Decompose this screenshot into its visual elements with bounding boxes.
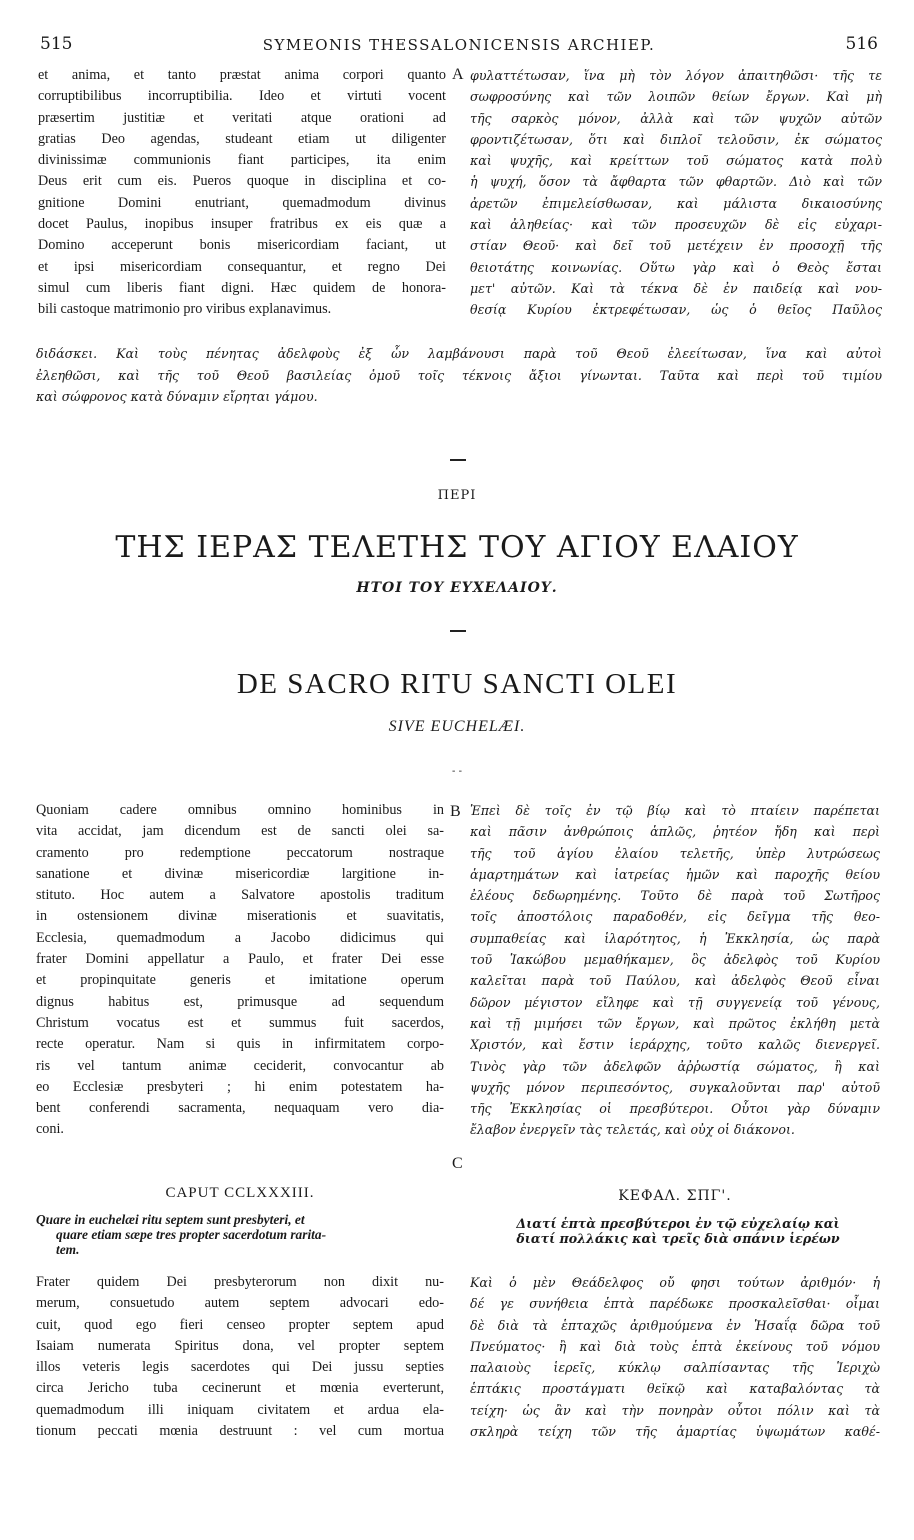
text-line: δέ γε συνήθεια ἑπτὰ παρέδωκε προσκαλεῖσθαι· οἶμαι [470, 1296, 880, 1312]
text-line: φυλαττέτωσαν, ἵνα μὴ τὸν λόγον ἀπαιτηθῶσι· τῆς τε [470, 68, 882, 83]
page-number-right: 516 [845, 34, 878, 54]
greek-title: ΤΗΣ ΙΕΡΑΣ ΤΕΛΕΤΗΣ ΤΟΥ ΑΓΙΟΥ ΕΛΑΙΟΥ [115, 530, 799, 565]
text-line: σκληρὰ τείχη τῶν τῆς ἁμαρτίας ὑψωμάτων καθέ- [470, 1424, 880, 1440]
text-line: ἡ ψυχή, ὅσον τὰ ἄφθαρτα τῶν φθαρτῶν. Διὸ καὶ τῶν [470, 174, 882, 190]
text-line: τείχη· ὡς ἂν καὶ τὴν πονηρὰν οὗτοι πόλιν καὶ τὰ [470, 1402, 880, 1418]
text-line: ψυχῆς μόνον περιπεσόντος, συγκαλοῦνται παρ' αὐτοῦ [470, 1079, 880, 1095]
text-line: Ecclesia, quemadmodum a Jacobo didicimus qui [36, 929, 444, 946]
text-line: τῆς σαρκὸς μόνον, ἀλλὰ καὶ τῶν ψυχῶν αὐτῶν [470, 110, 882, 126]
divider-dash [450, 630, 466, 632]
text-line: ἑπτάκις προστάγματι θεϊκῷ καὶ καταβαλόντας τὰ [470, 1381, 880, 1397]
running-header [40, 34, 878, 58]
title-peri: ΠΕΡΙ [437, 488, 477, 503]
text-line: Frater quidem Dei presbyterorum non dixit nu- [36, 1274, 444, 1290]
top-latin-column [38, 65, 446, 321]
latin-subtitle: SIVE EUCHELÆI. [388, 718, 526, 735]
text-line: Καὶ ὁ μὲν Θεάδελφος οὔ φησι τούτων ἀριθμόν· ἡ [470, 1275, 880, 1290]
latin-chapter-heading: CAPUT CCLXXXIII. [165, 1185, 315, 1201]
text-line: Isaiam numerata Spiritus dona, vel propter septem [36, 1337, 444, 1354]
text-line: sanatione et divinæ misericordiæ largitione in- [36, 865, 444, 882]
greek-subtitle: ΗΤΟΙ ΤΟΥ ΕΥΧΕΛΑΙΟΥ. [356, 580, 558, 596]
text-line: καὶ τῇ μιμήσει τῶν ἔργων, καὶ πρῶτος ἐκλήθη μετὰ [470, 1015, 880, 1031]
text-line: θειοτάτης κοινωνίας. Οὕτω γὰρ καὶ ὁ Θεὸς ἔσται [470, 259, 882, 275]
text-line: recte operatur. Nam si quis in infirmitatem corpo- [36, 1036, 444, 1053]
text-line: καὶ σώφρονος κατὰ δύναμιν εἴρηται γάμου. [36, 389, 318, 404]
text-line: διδάσκει. Καὶ τοὺς πένητας ἀδελφοὺς ἐξ ὧν λαμβάνουσι παρὰ τοῦ Θεοῦ ἐλεείτωσαν, ἵνα καὶ αὐτοὶ [36, 346, 882, 361]
text-line: φροντιζέτωσαν, ὅτι καὶ διπλοῖ τελοῦσιν, ἐκ σώματος [470, 131, 882, 147]
text-line: simul cum liberis fiant digni. Hæc quidem de honora- [38, 279, 446, 296]
text-line: Τινὸς γὰρ τῶν ἀδελφῶν ἀῤῥωστίᾳ σώματος, ἢ καὶ [470, 1058, 880, 1074]
text-line: τοῖς ἀποστόλοις παραδοθέν, εἰς δεῖγμα τῆς θεο- [470, 909, 880, 925]
text-line: præsertim justitiæ et veritati atque orationi ad [38, 109, 446, 126]
text-line: ἐλεηθῶσι, καὶ τῆς τοῦ Θεοῦ βασιλείας ὁμοῦ τοῖς τέκνοις ἄξιοι γίνωνται. Ταῦτα καὶ περὶ τοῦ τιμίου [36, 367, 882, 383]
text-line: et ipsi misericordiam consequantur, et regno Dei [38, 258, 446, 275]
margin-marker-c: C [452, 1155, 463, 1172]
bottom-greek-column-2 [470, 1272, 880, 1442]
chapter-summary-line: tem. [56, 1242, 80, 1257]
text-line: eo Ecclesiæ presbyteri ; hi enim potestatem ha- [36, 1078, 444, 1095]
text-line: δὲ διὰ τὰ ἑπταχῶς ἀριθμούμενα ἐν Ἡσαΐᾳ δῶρα τοῦ [470, 1317, 880, 1333]
text-line: μετ' αὐτῶν. Καὶ τὰ τέκνα δὲ ἐν παιδείᾳ καὶ νου- [470, 280, 882, 296]
text-line: ris vel tantum animæ ceciderit, convocantur ab [36, 1057, 444, 1074]
text-line: Quoniam cadere omnibus omnino hominibus in [36, 802, 444, 818]
text-line: ἀρετῶν ἐπιμελείσθωσαν, καὶ μάλιστα δικαιοσύνης [470, 195, 882, 211]
text-line: dignus habitus est, primusque ad sequendum [36, 993, 444, 1010]
text-line: καὶ ψυχῆς, καὶ κρείττων τοῦ σώματος κατὰ πολὺ [470, 153, 882, 169]
text-line: bili castoque matrimonio pro viribus explanavimus. [38, 301, 332, 318]
text-line: cramento pro redemptione peccatorum nostraque [36, 844, 444, 861]
text-line: δῶρον μέγιστον εἴληφε καὶ τῇ συγγενείᾳ τοῦ γένους, [470, 994, 880, 1010]
text-line: quemadmodum illi iniquam civitatem et ardua ela- [36, 1401, 444, 1418]
text-line: τοῦ Ἰακώβου μεμαθήκαμεν, ὃς ἀδελφὸς τοῦ Κυρίου [470, 952, 880, 968]
text-line: ἔλαβον ἐνεργεῖν τὰς τελετάς, καὶ οὐχ οἱ διάκονοι. [470, 1122, 795, 1138]
text-line: Πνεύματος· ἢ καὶ διὰ τοὺς ἑπτὰ ἐκείνους τοῦ νόμου [470, 1338, 880, 1354]
running-title: SYMEONIS THESSALONICENSIS ARCHIEP. [262, 36, 656, 54]
text-line: gratias Deo agendas, studeant etiam ut diligenter [38, 130, 446, 147]
text-line: tionum peccati mœnia destruunt : vel cum mortua [36, 1423, 444, 1440]
bottom-latin-column [36, 800, 444, 1141]
text-line: ἐλέους δεδωρημένης. Τοῦτο δὲ παρὰ τοῦ Σωτῆρος [470, 888, 880, 904]
chapter-summary-line: quare etiam sæpe tres propter sacerdotum rarita- [56, 1227, 327, 1242]
text-line: docet Paulus, inopibus insuper fratribus ex eis quæ a [38, 216, 446, 233]
text-line: ἁμαρτημάτων καὶ ἰατρείας ἡμῶν καὶ παροχῆς θείου [470, 866, 880, 882]
top-greek-column [470, 65, 882, 321]
text-line: corruptibilibus incorruptibilia. Ideo et virtuti vocent [38, 88, 446, 105]
greek-chapter-heading: ΚΕΦΑΛ. ΣΠΓ'. [618, 1188, 732, 1204]
text-line: Χριστόν, καὶ ἔστιν ἱεράρχης, τοῦτο καλῶς διενεργεῖ. [470, 1037, 880, 1053]
ornament: - - [452, 766, 462, 777]
text-line: καὶ πᾶσιν ἀνθρώποις ἁπλῶς, ῥητέον ἤδη καὶ περὶ [470, 824, 880, 840]
text-line: frater Domini appellatur a Paulo, et frater Dei esse [36, 951, 444, 968]
text-line: στίαν Θεοῦ· καὶ δεῖ τοῦ μετέχειν ἐν προσοχῇ τῆς [470, 238, 882, 254]
text-line: Ἐπεὶ δὲ τοῖς ἐν τῷ βίῳ καὶ τὸ πταίειν παρέπεται [470, 803, 880, 818]
text-line: cuit, quod ego fieri censeo propter septem apud [36, 1316, 444, 1333]
bottom-latin-column-2 [36, 1272, 444, 1442]
text-line: illos veteris legis sacerdotes qui Dei jussu septies [36, 1359, 444, 1376]
text-line: bent conferendi sacramenta, nequaquam vero dia- [36, 1100, 444, 1117]
text-line: in ostensionem divinæ miserationis et suavitatis, [36, 908, 444, 925]
text-line: καλεῖται παρὰ τοῦ Παύλου, καὶ ἀδελφὸς Θεοῦ εἶναι [470, 973, 880, 989]
greek-chapter-summary [476, 1216, 880, 1246]
divider-dash [450, 459, 466, 461]
text-line: et propinquitate generis et imitatione operum [36, 972, 444, 989]
text-line: τῆς τοῦ ἁγίου ἐλαίου τελετῆς, ὑπὲρ λυτρώσεως [470, 845, 880, 861]
chapter-summary-line: διατί πολλάκις καὶ τρεῖς διὰ σπάνιν ἱερέων [516, 1231, 840, 1246]
text-line: Christum vocatus est et summus fuit sacerdos, [36, 1014, 444, 1031]
text-line: καὶ ἀληθείας· καὶ τῶν προσευχῶν δὲ εἰς εὐχαρι- [470, 217, 882, 233]
text-line: θεσίᾳ Κυρίου ἐκτρεφέτωσαν, ὡς ὁ θεῖος Παῦλος [470, 302, 882, 318]
text-line: σωφροσύνης καὶ τῶν λοιπῶν θείων ἔργων. Καὶ μὴ [470, 89, 882, 105]
text-line: gnitione Domini enutriant, quemadmodum divinus [38, 194, 446, 211]
page-number-left: 515 [40, 34, 73, 54]
text-line: Domino acceperunt bonis misericordiam faciant, ut [38, 237, 446, 254]
latin-chapter-summary [36, 1212, 444, 1257]
margin-marker-b: B [450, 803, 461, 820]
text-line: παλαιοὺς ἱερεῖς, κύκλῳ σαλπίσαντας τῆς Ἱεριχὼ [470, 1360, 880, 1376]
latin-title: DE SACRO RITU SANCTI OLEI [236, 668, 678, 700]
chapter-summary-line: Διατί ἑπτὰ πρεσβύτεροι ἐν τῷ εὐχελαίῳ καὶ [516, 1216, 840, 1231]
text-line: συμπαθείας καὶ ἱλαρότητος, ἡ Ἐκκλησία, ὡς παρὰ [470, 930, 880, 946]
chapter-summary-line: Quare in euchelæi ritu septem sunt presbyteri, et [36, 1212, 305, 1227]
top-greek-fullwidth [36, 343, 882, 408]
text-line: et anima, et tanto præstat anima corpori quanto [38, 67, 446, 83]
text-line: merum, consuetudo autem septem advocari edo- [36, 1295, 444, 1312]
text-line: τῆς Ἐκκλησίας οἱ πρεσβύτεροι. Οὗτοι γὰρ δύναμιν [470, 1101, 880, 1117]
text-line: circa Jericho tuba cecinerunt et mœnia everterunt, [36, 1380, 444, 1397]
text-line: stituto. Hoc autem a Salvatore apostolis traditum [36, 887, 444, 904]
bottom-greek-column [470, 800, 880, 1141]
text-line: vita accidat, jam dicendum est de sancti olei sa- [36, 823, 444, 840]
text-line: coni. [36, 1121, 64, 1138]
margin-marker-a: A [452, 66, 464, 83]
text-line: Deus erit cum eis. Pueros quoque in disciplina et co- [38, 173, 446, 190]
text-line: divinissimæ communionis fiant participes, ita enim [38, 152, 446, 169]
